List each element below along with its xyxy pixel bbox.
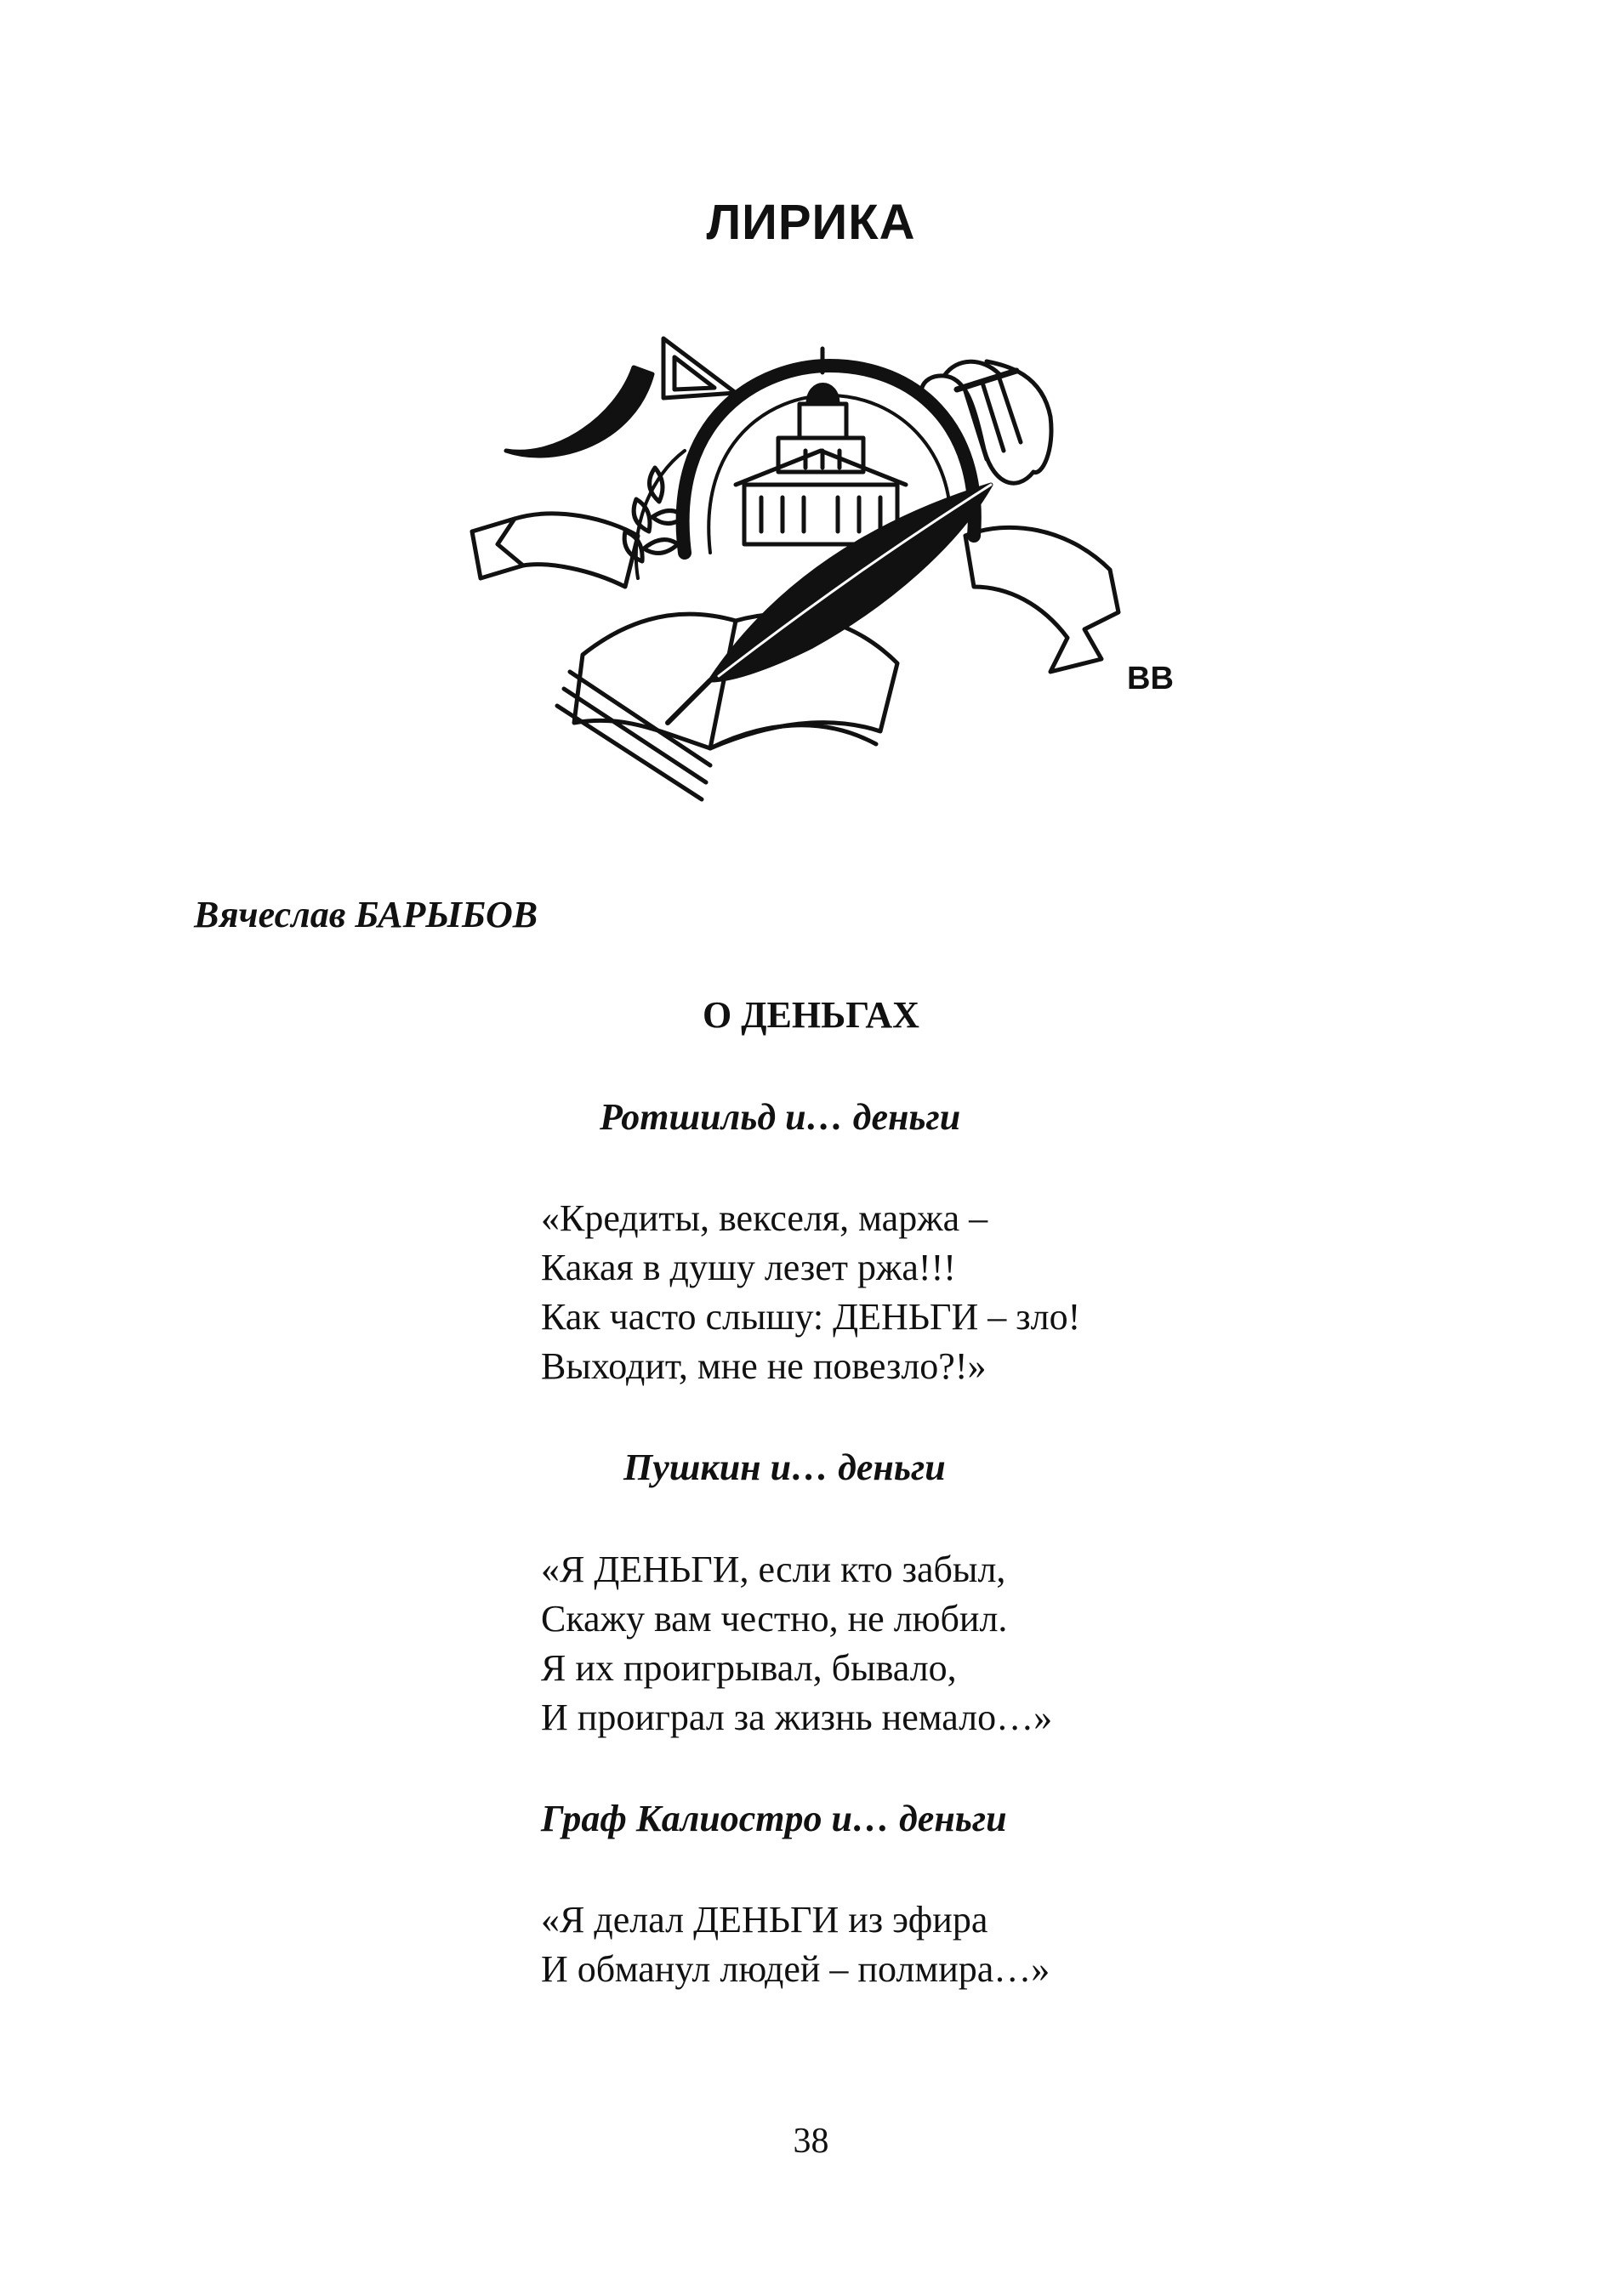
ribbon-right (965, 527, 1118, 672)
verse-line: Как часто слышу: ДЕНЬГИ – зло! (541, 1296, 1081, 1338)
open-book-icon (557, 614, 897, 799)
verse-line: «Кредиты, векселя, маржа – (541, 1197, 988, 1239)
crescent-moon-icon (506, 367, 652, 456)
verse-line: И проиграл за жизнь немало…» (541, 1696, 1053, 1738)
verse-line: Я их проигрывал, бывало, (541, 1647, 957, 1689)
stanza-cagliostro (541, 1895, 1050, 1994)
stanza-pushkin (541, 1545, 1052, 1742)
verse-line: И обманул людей – полмира…» (541, 1948, 1050, 1990)
verse-line: «Я делал ДЕНЬГИ из эфира (541, 1899, 988, 1941)
verse-line: Какая в душу лезет ржа!!! (541, 1247, 956, 1288)
verse-line: Выходит, мне не повезло?!» (541, 1345, 987, 1387)
page-number: 38 (793, 2122, 829, 2161)
verse-line: Скажу вам честно, не любил. (541, 1598, 1008, 1640)
quill-pen-icon (668, 485, 991, 723)
ribbon-left (472, 519, 523, 578)
poem-title: О ДЕНЬГАХ (703, 994, 919, 1036)
section-heading-cagliostro: Граф Калиостро и… деньги (541, 1798, 1007, 1839)
author-name: Вячеслав БАРЫБОВ (194, 894, 538, 935)
stanza-rothschild (541, 1194, 1080, 1391)
verse-line: «Я ДЕНЬГИ, если кто забыл, (541, 1549, 1006, 1590)
page-title: ЛИРИКА (706, 195, 916, 250)
section-heading-rothschild: Ротшильд и… деньги (600, 1096, 961, 1138)
section-heading-pushkin: Пушкин и… деньги (623, 1446, 946, 1488)
lyrics-emblem-illustration (455, 323, 1174, 799)
emblem-signature: ВВ (1127, 661, 1174, 696)
